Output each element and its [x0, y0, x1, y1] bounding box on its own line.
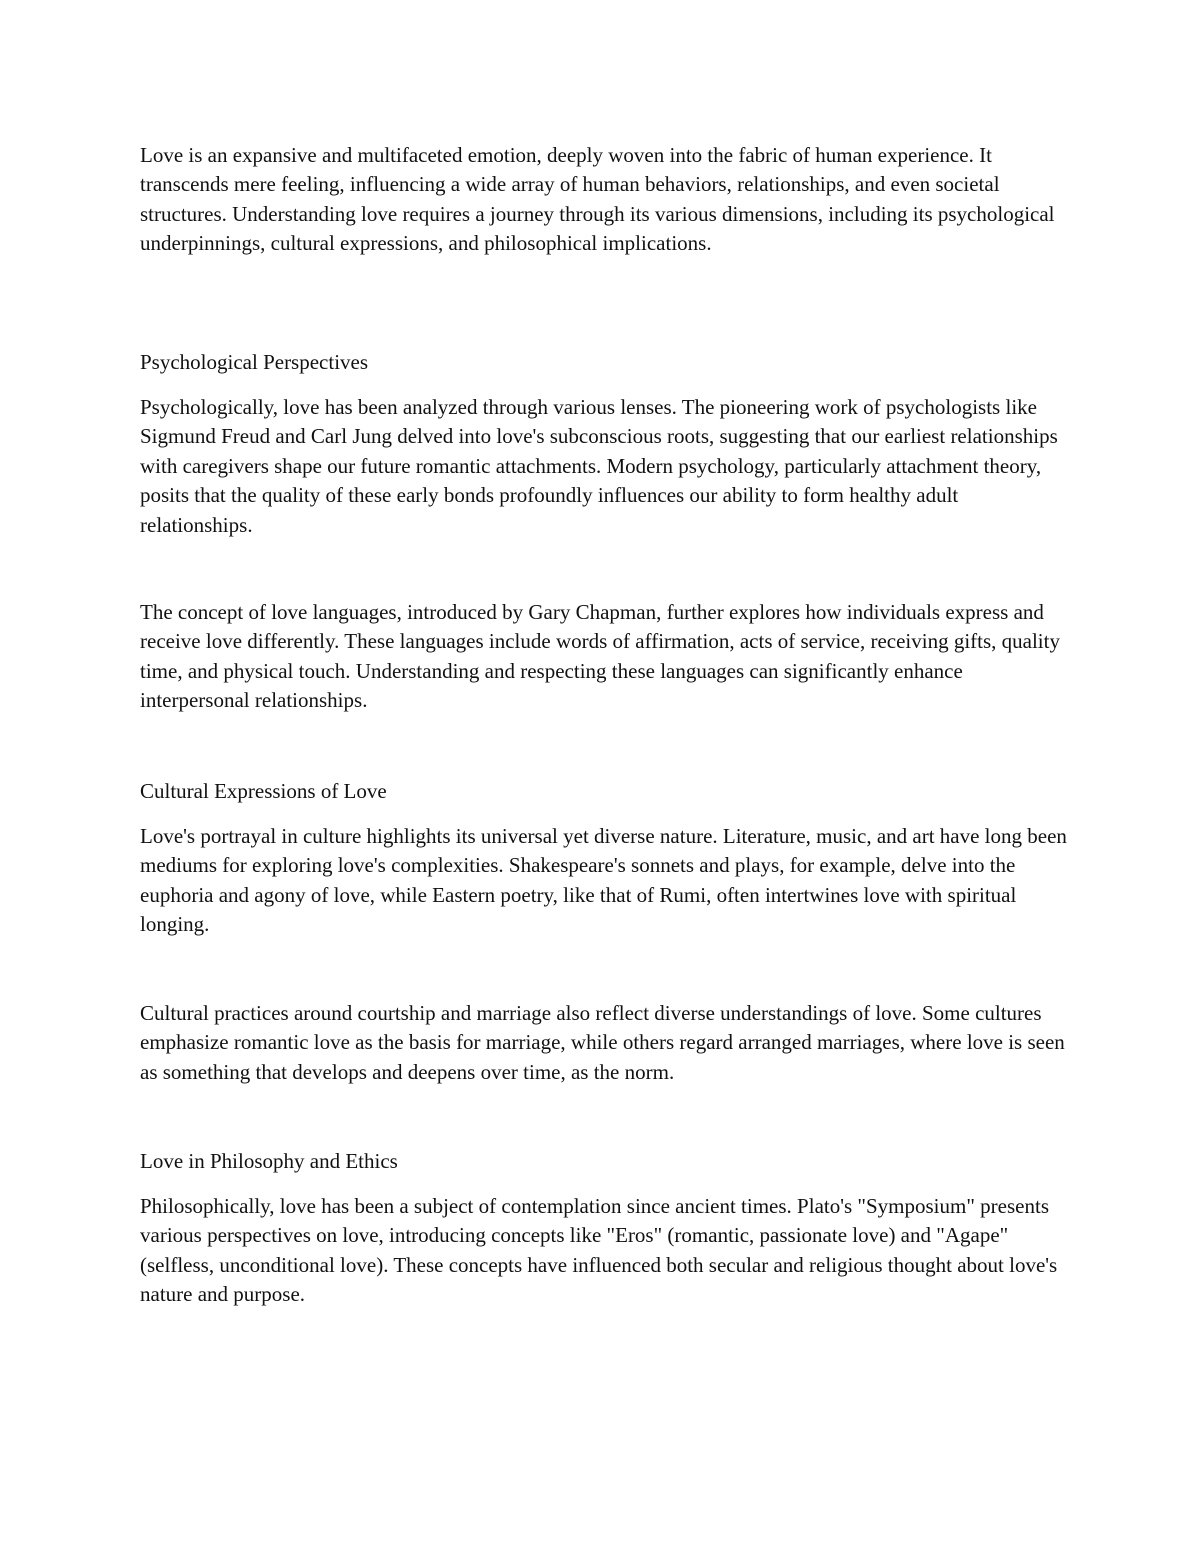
paragraph-philosophy-1: Philosophically, love has been a subject of contemplation since ancient times. Plato's "Symposium" presents various perspectives on love, introducing concepts like "Eros" (romantic, passionate love) and "Agape" (selfless, unconditional love). These concepts have influenced both secular and religious thought about love's nature and purpose.: [140, 1194, 1058, 1307]
section-heading-psychological: Psychological Perspectives: [140, 350, 369, 374]
section-heading-cultural: Cultural Expressions of Love: [140, 779, 387, 803]
paragraph-cultural-1: Love's portrayal in culture highlights its universal yet diverse nature. Literature, music, and art have long been mediums for exploring love's complexities. Shakespeare's sonnets and plays, for example, delve into the euphoria and agony of love, while Eastern poetry, like that of Rumi, often intertwines love with spiritual longing.: [140, 824, 1067, 937]
intro-paragraph: Love is an expansive and multifaceted emotion, deeply woven into the fabric of human experience. It transcends mere feeling, influencing a wide array of human behaviors, relationships, and even societal structures. Understanding love requires a journey through its various dimensions, including its psychological underpinnings, cultural expressions, and philosophical implications.: [140, 143, 1055, 256]
section-heading-philosophy: Love in Philosophy and Ethics: [140, 1149, 398, 1173]
paragraph-cultural-2: Cultural practices around courtship and marriage also reflect diverse understandings of love. Some cultures emphasize romantic love as the basis for marriage, while others regard arranged marriages, where love is seen as something that develops and deepens over time, as the norm.: [140, 1001, 1065, 1084]
paragraph-psychological-2: The concept of love languages, introduced by Gary Chapman, further explores how individuals express and receive love differently. These languages include words of affirmation, acts of service, receiving gifts, quality time, and physical touch. Understanding and respecting these languages can significantly enhance interpersonal relationships.: [140, 600, 1060, 713]
paragraph-psychological-1: Psychologically, love has been analyzed through various lenses. The pioneering work of psychologists like Sigmund Freud and Carl Jung delved into love's subconscious roots, suggesting that our earliest relationships with caregivers shape our future romantic attachments. Modern psychology, particularly attachment theory, posits that the quality of these early bonds profoundly influences our ability to form healthy adult relationships.: [140, 395, 1058, 537]
